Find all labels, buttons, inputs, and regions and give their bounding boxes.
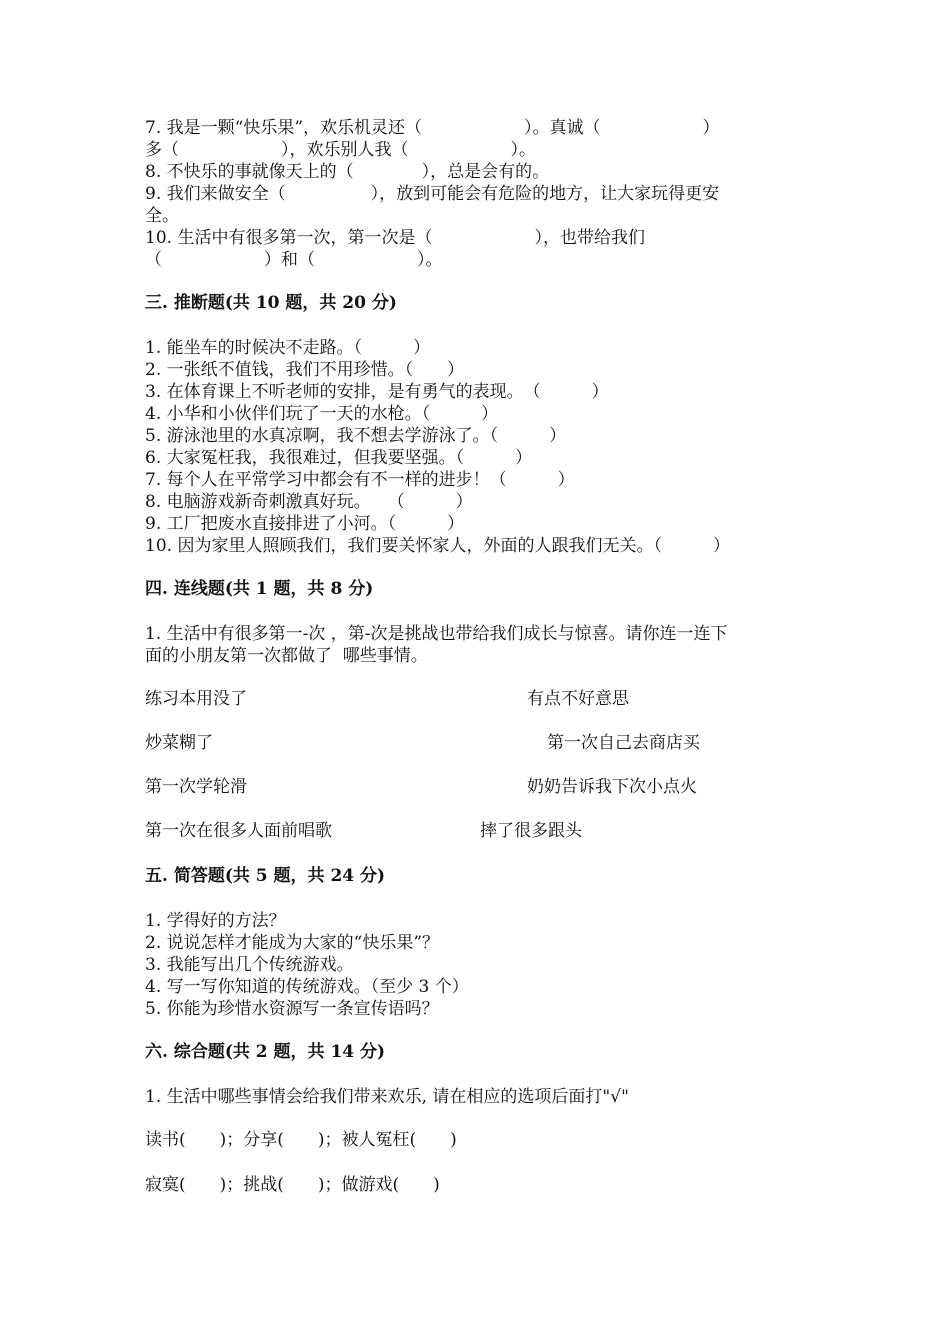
section5-title: 五. 简答题(共 5 题，共 24 分) — [145, 866, 386, 886]
q7-line1: 7. 我是一颗“快乐果”，欢乐机灵还（ ）。真诚（ ） — [145, 118, 720, 138]
q9-line1: 9. 我们来做安全（ ），放到可能会有危险的地方，让大家玩得更安 — [145, 184, 720, 204]
judge-item-8: 8. 电脑游戏新奇刺激真好玩。 （ ） — [145, 492, 473, 512]
short-answer-4: 4. 写一写你知道的传统游戏。（至少 3 个） — [145, 977, 469, 997]
section6-title: 六. 综合题(共 2 题，共 14 分) — [145, 1042, 386, 1062]
judge-item-4: 4. 小华和小伙伴们玩了一天的水枪。（ ） — [145, 404, 499, 424]
option-row-2: 寂寞( )；挑战( )；做游戏( ) — [145, 1175, 440, 1195]
judge-item-5: 5. 游泳池里的水真凉啊，我不想去学游泳了。（ ） — [145, 426, 567, 446]
judge-item-10: 10. 因为家里人照顾我们，我们要关怀家人，外面的人跟我们无关。（ ） — [145, 536, 730, 556]
match-question-line1: 1. 生活中有很多第一-次 ，第-次是挑战也带给我们成长与惊喜。请你连一连下 — [145, 624, 728, 644]
short-answer-1: 1. 学得好的方法？ — [145, 911, 286, 931]
judge-item-1: 1. 能坐车的时候决不走路。（ ） — [145, 338, 431, 358]
match-left-1: 练习本用没了 — [145, 689, 247, 709]
q10-line1: 10. 生活中有很多第一次，第一次是（ ），也带给我们 — [145, 228, 645, 248]
judge-item-6: 6. 大家冤枉我，我很难过，但我要坚强。（ ） — [145, 448, 533, 468]
q7-line2: 多（ ），欢乐别人我（ ）。 — [145, 140, 536, 160]
judge-item-3: 3. 在体育课上不听老师的安排，是有勇气的表现。 （ ） — [145, 382, 609, 402]
short-answer-3: 3. 我能写出几个传统游戏。 — [145, 955, 354, 975]
q8: 8. 不快乐的事就像天上的（ ），总是会有的。 — [145, 162, 550, 182]
judge-item-2: 2. 一张纸不值钱，我们不用珍惜。（ ） — [145, 360, 465, 380]
match-left-3: 第一次学轮滑 — [145, 777, 247, 797]
match-left-2: 炒菜糊了 — [145, 733, 213, 753]
section4-title: 四. 连线题(共 1 题，共 8 分) — [145, 579, 374, 599]
short-answer-5: 5. 你能为珍惜水资源写一条宣传语吗？ — [145, 999, 439, 1019]
match-right-3: 奶奶告诉我下次小点火 — [527, 777, 697, 797]
q9-line2: 全。 — [145, 206, 179, 226]
match-left-4: 第一次在很多人面前唱歌 — [145, 821, 332, 841]
match-right-1: 有点不好意思 — [527, 689, 629, 709]
option-row-1: 读书( )；分享( )；被人冤枉( ) — [145, 1130, 457, 1150]
judge-item-7: 7. 每个人在平常学习中都会有不一样的进步！（ ） — [145, 470, 575, 490]
match-right-4: 摔了很多跟头 — [480, 821, 582, 841]
q10-line2: （ ）和（ ）。 — [145, 250, 443, 270]
match-right-2: 第一次自己去商店买 — [547, 733, 700, 753]
judge-item-9: 9. 工厂把废水直接排进了小河。（ ） — [145, 514, 465, 534]
short-answer-2: 2. 说说怎样才能成为大家的“快乐果”？ — [145, 933, 440, 953]
section3-title: 三. 推断题(共 10 题，共 20 分) — [145, 293, 397, 313]
comprehensive-question-1: 1. 生活中哪些事情会给我们带来欢乐, 请在相应的选项后面打"√" — [145, 1087, 629, 1107]
match-question-line2: 面的小朋友第一次都做了 哪些事情。 — [145, 646, 428, 666]
